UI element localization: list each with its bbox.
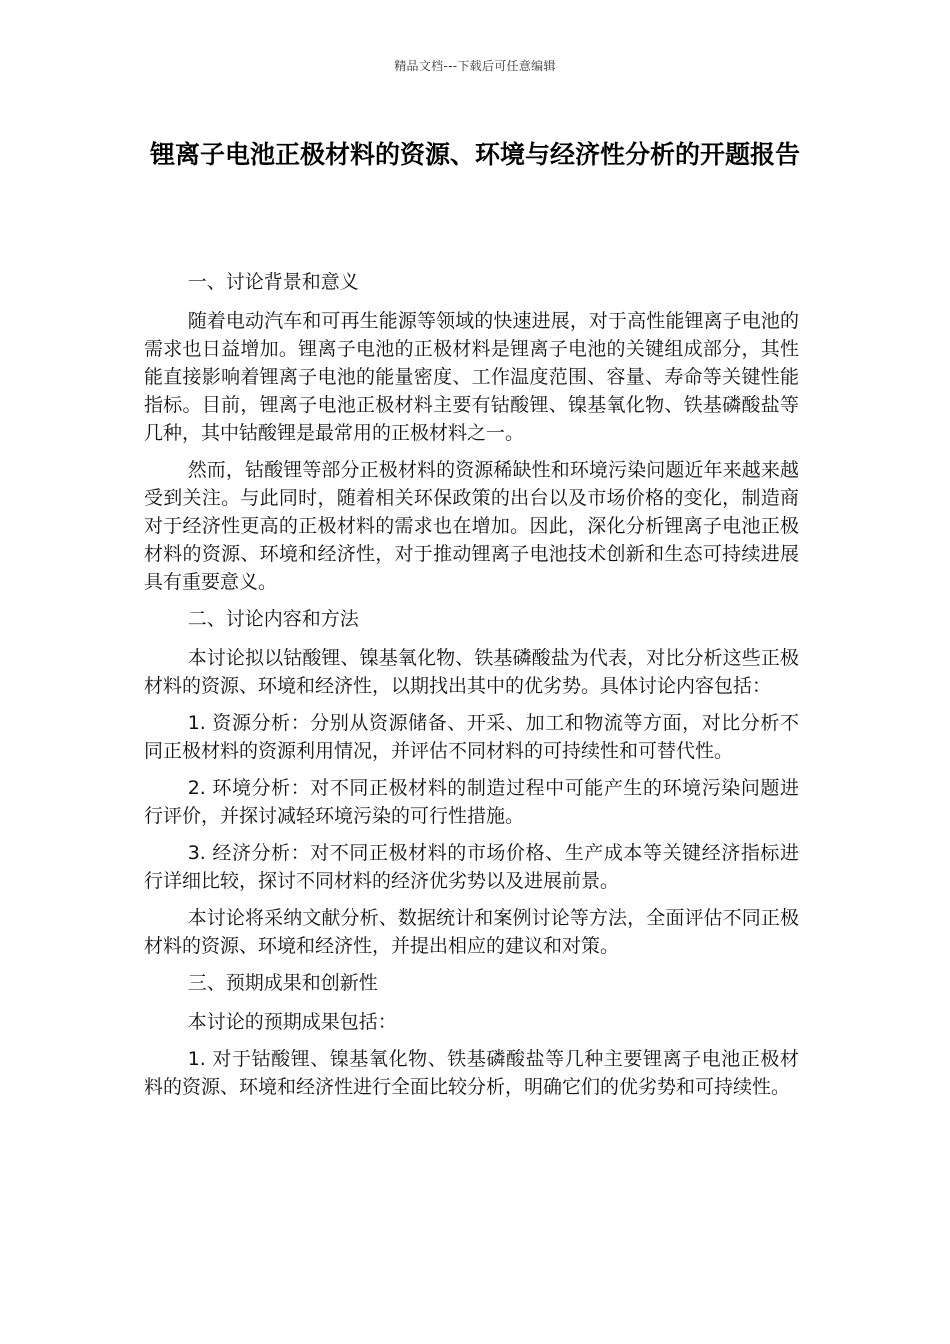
section-heading-expected-results: 三、预期成果和创新性 xyxy=(187,972,378,994)
paragraph-methods: 本讨论将采纳文献分析、数据统计和案例讨论等方法，全面评估不同正极材料的资源、环境和经济性，并提出相应的建议和对策。 xyxy=(144,907,799,957)
paragraph-expected-intro: 本讨论的预期成果包括： xyxy=(187,1011,397,1033)
section-heading-content-methods: 二、讨论内容和方法 xyxy=(187,608,359,630)
paragraph-content-intro: 本讨论拟以钴酸锂、镍基氧化物、铁基磷酸盐为代表，对比分析这些正极材料的资源、环境和经济性，以期找出其中的优劣势。具体讨论内容包括： xyxy=(144,647,799,697)
header-watermark: 精品文档---下载后可任意编辑 xyxy=(394,59,556,73)
paragraph-background-2: 然而，钴酸锂等部分正极材料的资源稀缺性和环境污染问题近年来越来越受到关注。与此同时，随着相关环保政策的出台以及市场价格的变化，制造商对于经济性更高的正极材料的需求也在增加。因此，深化分析锂离子电池正极材料的资源、环境和经济性，对于推动锂离子电池技术创新和生态可持续进展具有重要意义。 xyxy=(144,459,799,593)
section-heading-background: 一、讨论背景和意义 xyxy=(187,271,359,293)
document-body xyxy=(144,268,799,1110)
document-title: 锂离子电池正极材料的资源、环境与经济性分析的开题报告 xyxy=(149,140,800,169)
list-item-environment-analysis: 2. 环境分析：对不同正极材料的制造过程中可能产生的环境污染问题进行评价，并探讨减轻环境污染的可行性措施。 xyxy=(144,777,799,827)
paragraph-background-1: 随着电动汽车和可再生能源等领域的快速进展，对于高性能锂离子电池的需求也日益增加。锂离子电池的正极材料是锂离子电池的关键组成部分，其性能直接影响着锂离子电池的能量密度、工作温度范围、容量、寿命等关键性能指标。目前，锂离子电池正极材料主要有钴酸锂、镍基氧化物、铁基磷酸盐等几种，其中钴酸锂是最常用的正极材料之一。 xyxy=(144,310,799,444)
list-item-expected-result-1: 1. 对于钴酸锂、镍基氧化物、铁基磷酸盐等几种主要锂离子电池正极材料的资源、环境和经济性进行全面比较分析，明确它们的优劣势和可持续性。 xyxy=(144,1048,799,1098)
list-item-economic-analysis: 3. 经济分析：对不同正极材料的市场价格、生产成本等关键经济指标进行详细比较，探讨不同材料的经济优劣势以及进展前景。 xyxy=(144,842,799,892)
list-item-resource-analysis: 1. 资源分析：分别从资源储备、开采、加工和物流等方面，对比分析不同正极材料的资源利用情况，并评估不同材料的可持续性和可替代性。 xyxy=(144,712,799,762)
